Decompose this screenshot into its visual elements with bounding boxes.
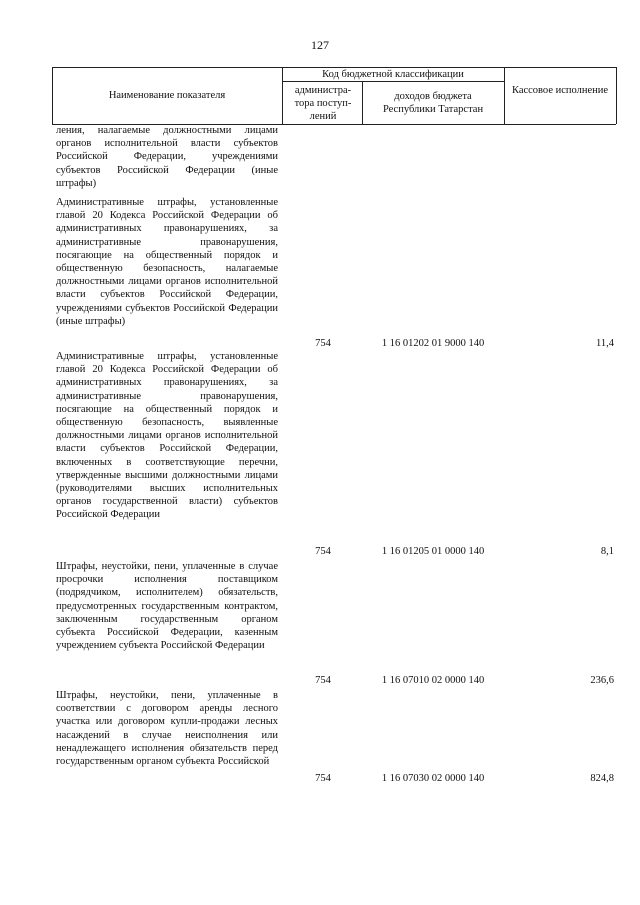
- row-amount: 8,1: [600, 546, 614, 557]
- header-budget-classification: Код бюджетной классификации: [322, 69, 464, 80]
- page-number: 127: [311, 38, 329, 52]
- row-income-code: 1 16 07030 02 0000 140: [381, 773, 485, 784]
- header-right-border: [616, 67, 617, 124]
- row-income-code: 1 16 07010 02 0000 140: [381, 675, 485, 686]
- row-description: Штрафы, неустойки, пени, уплаченные в соответствии с договором аренды лесного участка или договором купли-продажи лесных насаждений в случае неисполнения или ненадлежащего исполнения обязательств перед государственным органом субъекта Российской: [56, 690, 278, 768]
- header-income-column: доходов бюджета Республики Татарстан: [382, 91, 484, 115]
- row-administrator-code: 754: [315, 675, 331, 686]
- row-amount: 824,8: [590, 773, 614, 784]
- header-administrator-column: администра-тора поступ-лений: [294, 85, 352, 122]
- row-description: Штрафы, неустойки, пени, уплаченные в случае просрочки исполнения поставщиком (подрядчиком, исполнителем) обязательств, предусмотренных государственным контрактом, заключенным государственным органом субъекта Российской Федерации, казенным учреждением субъекта Российской Федерации: [56, 561, 278, 652]
- header-amount-column: Кассовое исполнение: [511, 85, 609, 96]
- row-description: ления, налагаемые должностными лицами органов исполнительной власти субъектов Российской Федерации, учреждениями субъектов Российской Федерации (иные штрафы): [56, 125, 278, 189]
- header-left-border: [52, 67, 53, 124]
- header-divider-2: [362, 81, 363, 124]
- row-description: Административные штрафы, установленные главой 20 Кодекса Российской Федерации об административных правонарушениях, за административные правонарушения, посягающие на общественный порядок и общественную безопасность, налагаемые должностными лицами органов исполнительной власти субъектов Российской Федерации, учреждениями субъектов Российской Федерации (иные штрафы): [56, 197, 278, 327]
- row-amount: 11,4: [596, 338, 614, 349]
- row-administrator-code: 754: [315, 546, 331, 557]
- row-administrator-code: 754: [315, 338, 331, 349]
- row-income-code: 1 16 01205 01 0000 140: [381, 546, 485, 557]
- row-administrator-code: 754: [315, 773, 331, 784]
- header-divider-1: [282, 67, 283, 124]
- header-group-border: [282, 81, 504, 82]
- row-description: Административные штрафы, установленные главой 20 Кодекса Российской Федерации об административных правонарушениях, за административные правонарушения, посягающие на общественный порядок и общественную безопасность, выявленные должностными лицами органов исполнительной власти субъектов Российской Федерации, включенных в соответствующие перечни, утвержденные высшими должностными лицами (руководителями высших исполнительных органов государственной власти) субъектов Российской Федерации: [56, 351, 278, 521]
- row-income-code: 1 16 01202 01 9000 140: [381, 338, 485, 349]
- row-amount: 236,6: [590, 675, 614, 686]
- header-divider-3: [504, 67, 505, 124]
- header-name-column: Наименование показателя: [108, 90, 226, 101]
